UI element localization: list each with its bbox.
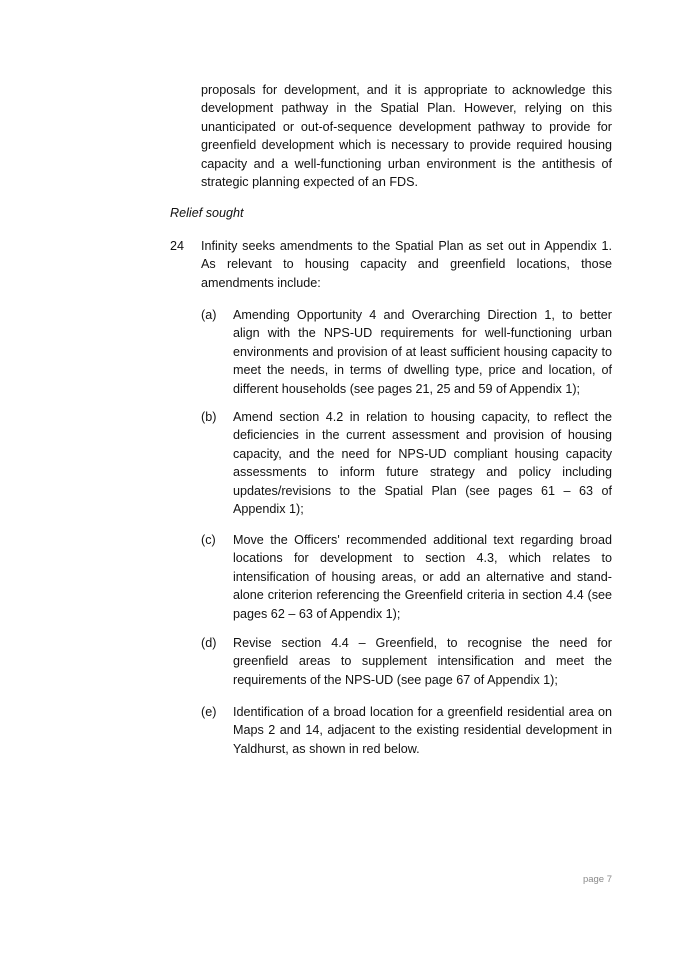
paragraph-text: Infinity seeks amendments to the Spatial Plan as set out in Appendix 1. As relevant to housing capacity and greenfield locations, those amendments include: xyxy=(201,239,612,290)
continued-paragraph: proposals for development, and it is appropriate to acknowledge this development pathway in the Spatial Plan. However, relying on this unanticipated or out-of-sequence development pathway to provide for greenfield development which is necessary to provide required housing capacity and a well-functioning urban environment is the antithesis of strategic planning expected of an FDS. xyxy=(201,83,612,190)
list-item-text: Amend section 4.2 in relation to housing capacity, to reflect the deficiencies in the current assessment and provision of housing capacity, and the need for NPS-UD compliant housing capacity assessments to inform future strategy and policy including updates/revisions to the Spatial Plan (see pages 61 – 63 of Appendix 1); xyxy=(233,410,612,517)
list-item-label: (b) xyxy=(201,410,217,424)
page-number: page 7 xyxy=(582,874,612,885)
section-heading: Relief sought xyxy=(170,206,244,220)
list-item-label: (a) xyxy=(201,308,217,322)
list-item-text: Amending Opportunity 4 and Overarching Direction 1, to better align with the NPS-UD requirements for well-functioning urban environments and provision of at least sufficient housing capacity to meet the needs, in terms of dwelling type, price and location, of different households (see pages 21, 25 and 59 of Appendix 1); xyxy=(233,308,612,396)
list-item-label: (c) xyxy=(201,533,216,547)
list-item-label: (e) xyxy=(201,705,217,719)
list-item-label: (d) xyxy=(201,636,217,650)
list-item-text: Move the Officers' recommended additional text regarding broad locations for development to section 4.3, which relates to intensification of housing areas, or add an alternative and stand-alone criterion referencing the Greenfield criteria in section 4.4 (see pages 62 – 63 of Appendix 1); xyxy=(233,533,612,621)
paragraph-number: 24 xyxy=(170,239,185,253)
list-item-text: Identification of a broad location for a greenfield residential area on Maps 2 and 14, adjacent to the existing residential development in Yaldhurst, as shown in red below. xyxy=(233,705,612,756)
list-item-text: Revise section 4.4 – Greenfield, to recognise the need for greenfield areas to supplement intensification and meet the requirements of the NPS-UD (see page 67 of Appendix 1); xyxy=(233,636,612,687)
